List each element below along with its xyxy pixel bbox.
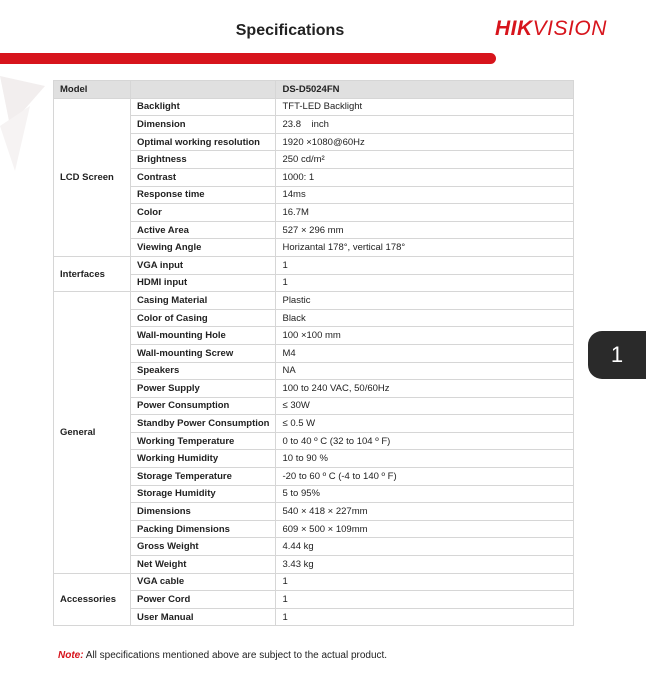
spec-name: Speakers <box>131 362 276 380</box>
table-row <box>54 133 574 151</box>
spec-value: -20 to 60 º C (-4 to 140 º F) <box>276 468 574 486</box>
spec-name: Dimension <box>131 116 276 134</box>
model-label: Model <box>54 81 131 99</box>
spec-name: Working Humidity <box>131 450 276 468</box>
table-row <box>54 468 574 486</box>
spec-value: 4.44 kg <box>276 538 574 556</box>
spec-value: 16.7M <box>276 204 574 222</box>
spec-name: Contrast <box>131 168 276 186</box>
table-row <box>54 397 574 415</box>
spec-value: Horizantal 178°, vertical 178° <box>276 239 574 257</box>
spec-name: Power Consumption <box>131 397 276 415</box>
table-row <box>54 573 574 591</box>
spec-value: M4 <box>276 344 574 362</box>
spec-value: 100 to 240 VAC, 50/60Hz <box>276 380 574 398</box>
spec-name: Wall-mounting Screw <box>131 344 276 362</box>
logo-part: VISION <box>532 17 607 40</box>
spec-value: 1 <box>276 256 574 274</box>
page-title: Specifications <box>235 22 345 39</box>
footnote <box>58 650 387 661</box>
spec-name: Packing Dimensions <box>131 520 276 538</box>
spec-value: TFT-LED Backlight <box>276 98 574 116</box>
table-row <box>54 380 574 398</box>
table-row <box>54 292 574 310</box>
spec-value: 1 <box>276 591 574 609</box>
logo-part: HIK <box>495 17 533 40</box>
header-red-bar <box>0 53 496 64</box>
table-row <box>54 256 574 274</box>
spec-value: 23.8 inch <box>276 116 574 134</box>
table-row <box>54 116 574 134</box>
spec-name: Color <box>131 204 276 222</box>
spec-name: Standby Power Consumption <box>131 415 276 433</box>
table-row <box>54 450 574 468</box>
table-row <box>54 309 574 327</box>
spec-value: 1000: 1 <box>276 168 574 186</box>
category-cell: Accessories <box>54 573 131 626</box>
spec-value: 250 cd/m² <box>276 151 574 169</box>
table-row <box>54 344 574 362</box>
table-row <box>54 591 574 609</box>
spec-name: Gross Weight <box>131 538 276 556</box>
spec-name: Dimensions <box>131 503 276 521</box>
table-row <box>54 274 574 292</box>
spec-value: 1 <box>276 573 574 591</box>
table-row <box>54 186 574 204</box>
spec-name: Net Weight <box>131 556 276 574</box>
spec-value: Plastic <box>276 292 574 310</box>
spec-name: VGA cable <box>131 573 276 591</box>
spec-name: Wall-mounting Hole <box>131 327 276 345</box>
specifications-table <box>53 80 574 626</box>
spec-name: Working Temperature <box>131 432 276 450</box>
decorative-shape-icon <box>0 66 50 176</box>
category-cell: Interfaces <box>54 256 131 291</box>
table-row <box>54 485 574 503</box>
spec-name: Power Cord <box>131 591 276 609</box>
spec-name: Casing Material <box>131 292 276 310</box>
spec-value: 609 × 500 × 109mm <box>276 520 574 538</box>
spec-value: ≤ 0.5 W <box>276 415 574 433</box>
spec-value: 1 <box>276 608 574 626</box>
table-row <box>54 204 574 222</box>
spec-name: HDMI input <box>131 274 276 292</box>
spec-name: Brightness <box>131 151 276 169</box>
category-cell: General <box>54 292 131 574</box>
table-row <box>54 168 574 186</box>
spec-value: NA <box>276 362 574 380</box>
spec-value: ≤ 30W <box>276 397 574 415</box>
model-empty-cell <box>131 81 276 99</box>
table-row-model <box>54 81 574 99</box>
table-row <box>54 239 574 257</box>
table-row <box>54 608 574 626</box>
table-row <box>54 151 574 169</box>
spec-value: 1920 ×1080@60Hz <box>276 133 574 151</box>
table-row <box>54 538 574 556</box>
table-row <box>54 98 574 116</box>
table-row <box>54 415 574 433</box>
spec-name: Power Supply <box>131 380 276 398</box>
spec-name: VGA input <box>131 256 276 274</box>
spec-name: Response time <box>131 186 276 204</box>
category-cell: LCD Screen <box>54 98 131 256</box>
table-row <box>54 432 574 450</box>
spec-value: Black <box>276 309 574 327</box>
spec-name: Viewing Angle <box>131 239 276 257</box>
table-row <box>54 520 574 538</box>
spec-name: Backlight <box>131 98 276 116</box>
page-number-tab: 1 <box>588 331 646 379</box>
spec-name: Storage Humidity <box>131 485 276 503</box>
spec-name: Optimal working resolution <box>131 133 276 151</box>
hikvision-logo <box>495 17 607 41</box>
spec-name: Color of Casing <box>131 309 276 327</box>
note-text: All specifications mentioned above are subject to the actual product. <box>83 650 388 661</box>
spec-name: Storage Temperature <box>131 468 276 486</box>
table-row <box>54 503 574 521</box>
model-value: DS-D5024FN <box>276 81 574 99</box>
table-row <box>54 221 574 239</box>
spec-value: 5 to 95% <box>276 485 574 503</box>
spec-value: 0 to 40 º C (32 to 104 º F) <box>276 432 574 450</box>
spec-value: 14ms <box>276 186 574 204</box>
spec-value: 527 × 296 mm <box>276 221 574 239</box>
spec-value: 3.43 kg <box>276 556 574 574</box>
spec-value: 1 <box>276 274 574 292</box>
spec-value: 100 ×100 mm <box>276 327 574 345</box>
table-row <box>54 362 574 380</box>
table-row <box>54 327 574 345</box>
spec-name: Active Area <box>131 221 276 239</box>
spec-value: 10 to 90 % <box>276 450 574 468</box>
spec-value: 540 × 418 × 227mm <box>276 503 574 521</box>
spec-name: User Manual <box>131 608 276 626</box>
note-label: Note: <box>58 650 84 661</box>
table-row <box>54 556 574 574</box>
